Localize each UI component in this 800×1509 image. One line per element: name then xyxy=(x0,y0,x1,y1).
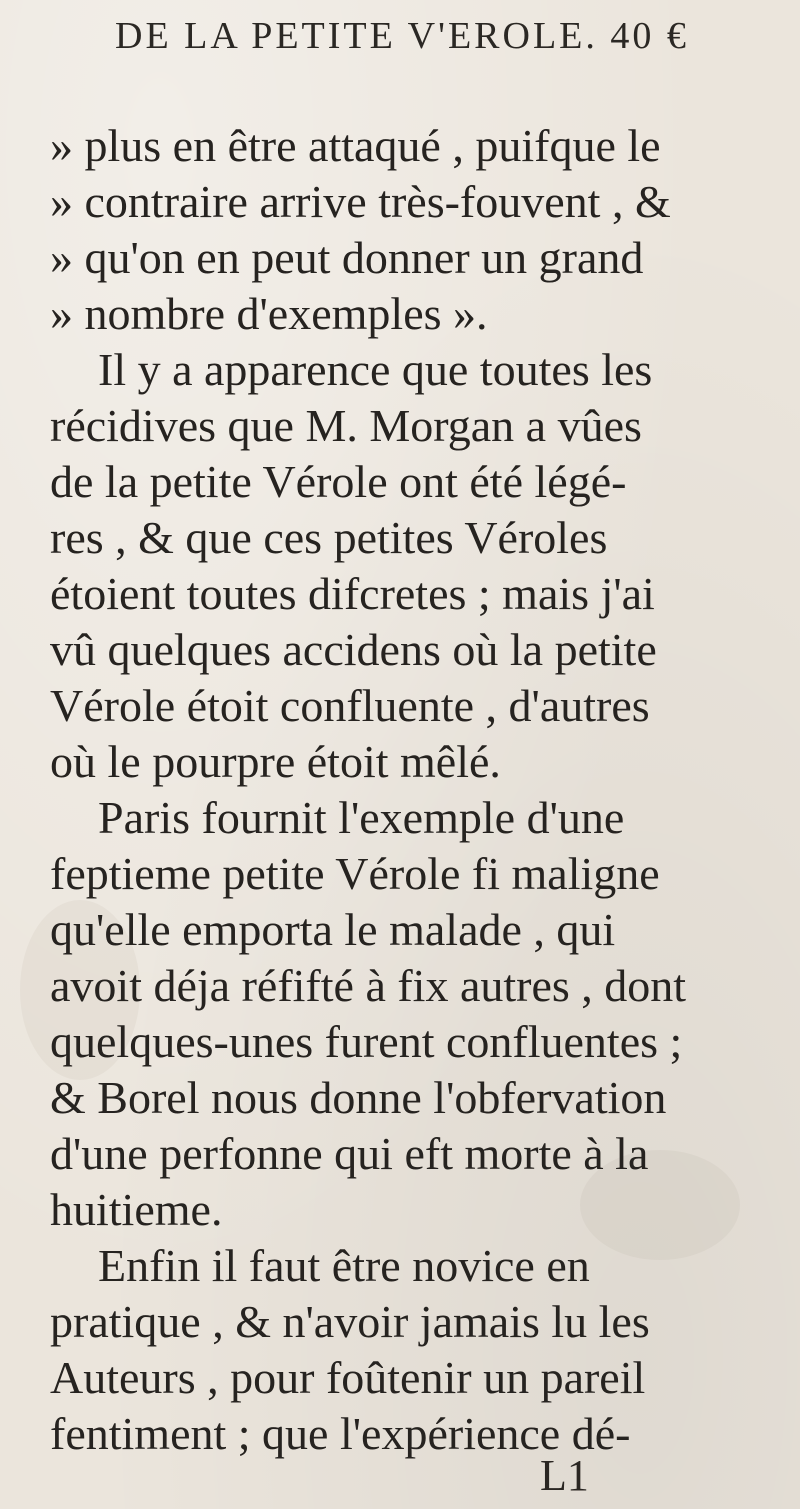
text-line: pratique , & n'avoir jamais lu les xyxy=(50,1296,650,1347)
text-line: Auteurs , pour foûtenir un pareil xyxy=(50,1352,646,1403)
text-line: » contraire arrive très-fouvent , & xyxy=(50,176,671,227)
text-line: huitieme. xyxy=(50,1184,223,1235)
text-line: quelques-unes furent confluentes ; xyxy=(50,1016,683,1067)
text-line: avoit déja réfifté à fix autres , dont xyxy=(50,960,687,1011)
text-line: d'une perfonne qui eft morte à la xyxy=(50,1128,649,1179)
text-line: & Borel nous donne l'obfervation xyxy=(50,1072,667,1123)
text-line: Vérole étoit confluente , d'autres xyxy=(50,680,650,731)
text-line: qu'elle emporta le malade , qui xyxy=(50,904,616,955)
text-line: où le pourpre étoit mêlé. xyxy=(50,736,501,787)
text-line: fentiment ; que l'expérience dé- xyxy=(50,1408,631,1459)
text-line: Enfin il faut être novice en xyxy=(98,1240,590,1291)
text-line: » plus en être attaqué , puifque le xyxy=(50,120,661,171)
text-line: récidives que M. Morgan a vûes xyxy=(50,400,642,451)
text-line: Il y a apparence que toutes les xyxy=(98,344,653,395)
text-line: » nombre d'exemples ». xyxy=(50,288,488,339)
signature-mark: L1 xyxy=(540,1451,589,1500)
text-line: de la petite Vérole ont été légé- xyxy=(50,456,627,507)
text-line: » qu'on en peut donner un grand xyxy=(50,232,644,283)
text-line: feptieme petite Vérole fi maligne xyxy=(50,848,660,899)
text-line: res , & que ces petites Véroles xyxy=(50,512,608,563)
text-line: Paris fournit l'exemple d'une xyxy=(98,792,625,843)
running-head: DE LA PETITE V'EROLE. 40 € xyxy=(115,15,689,57)
text-line: étoient toutes difcretes ; mais j'ai xyxy=(50,568,655,619)
text-line: vû quelques accidens où la petite xyxy=(50,624,657,675)
